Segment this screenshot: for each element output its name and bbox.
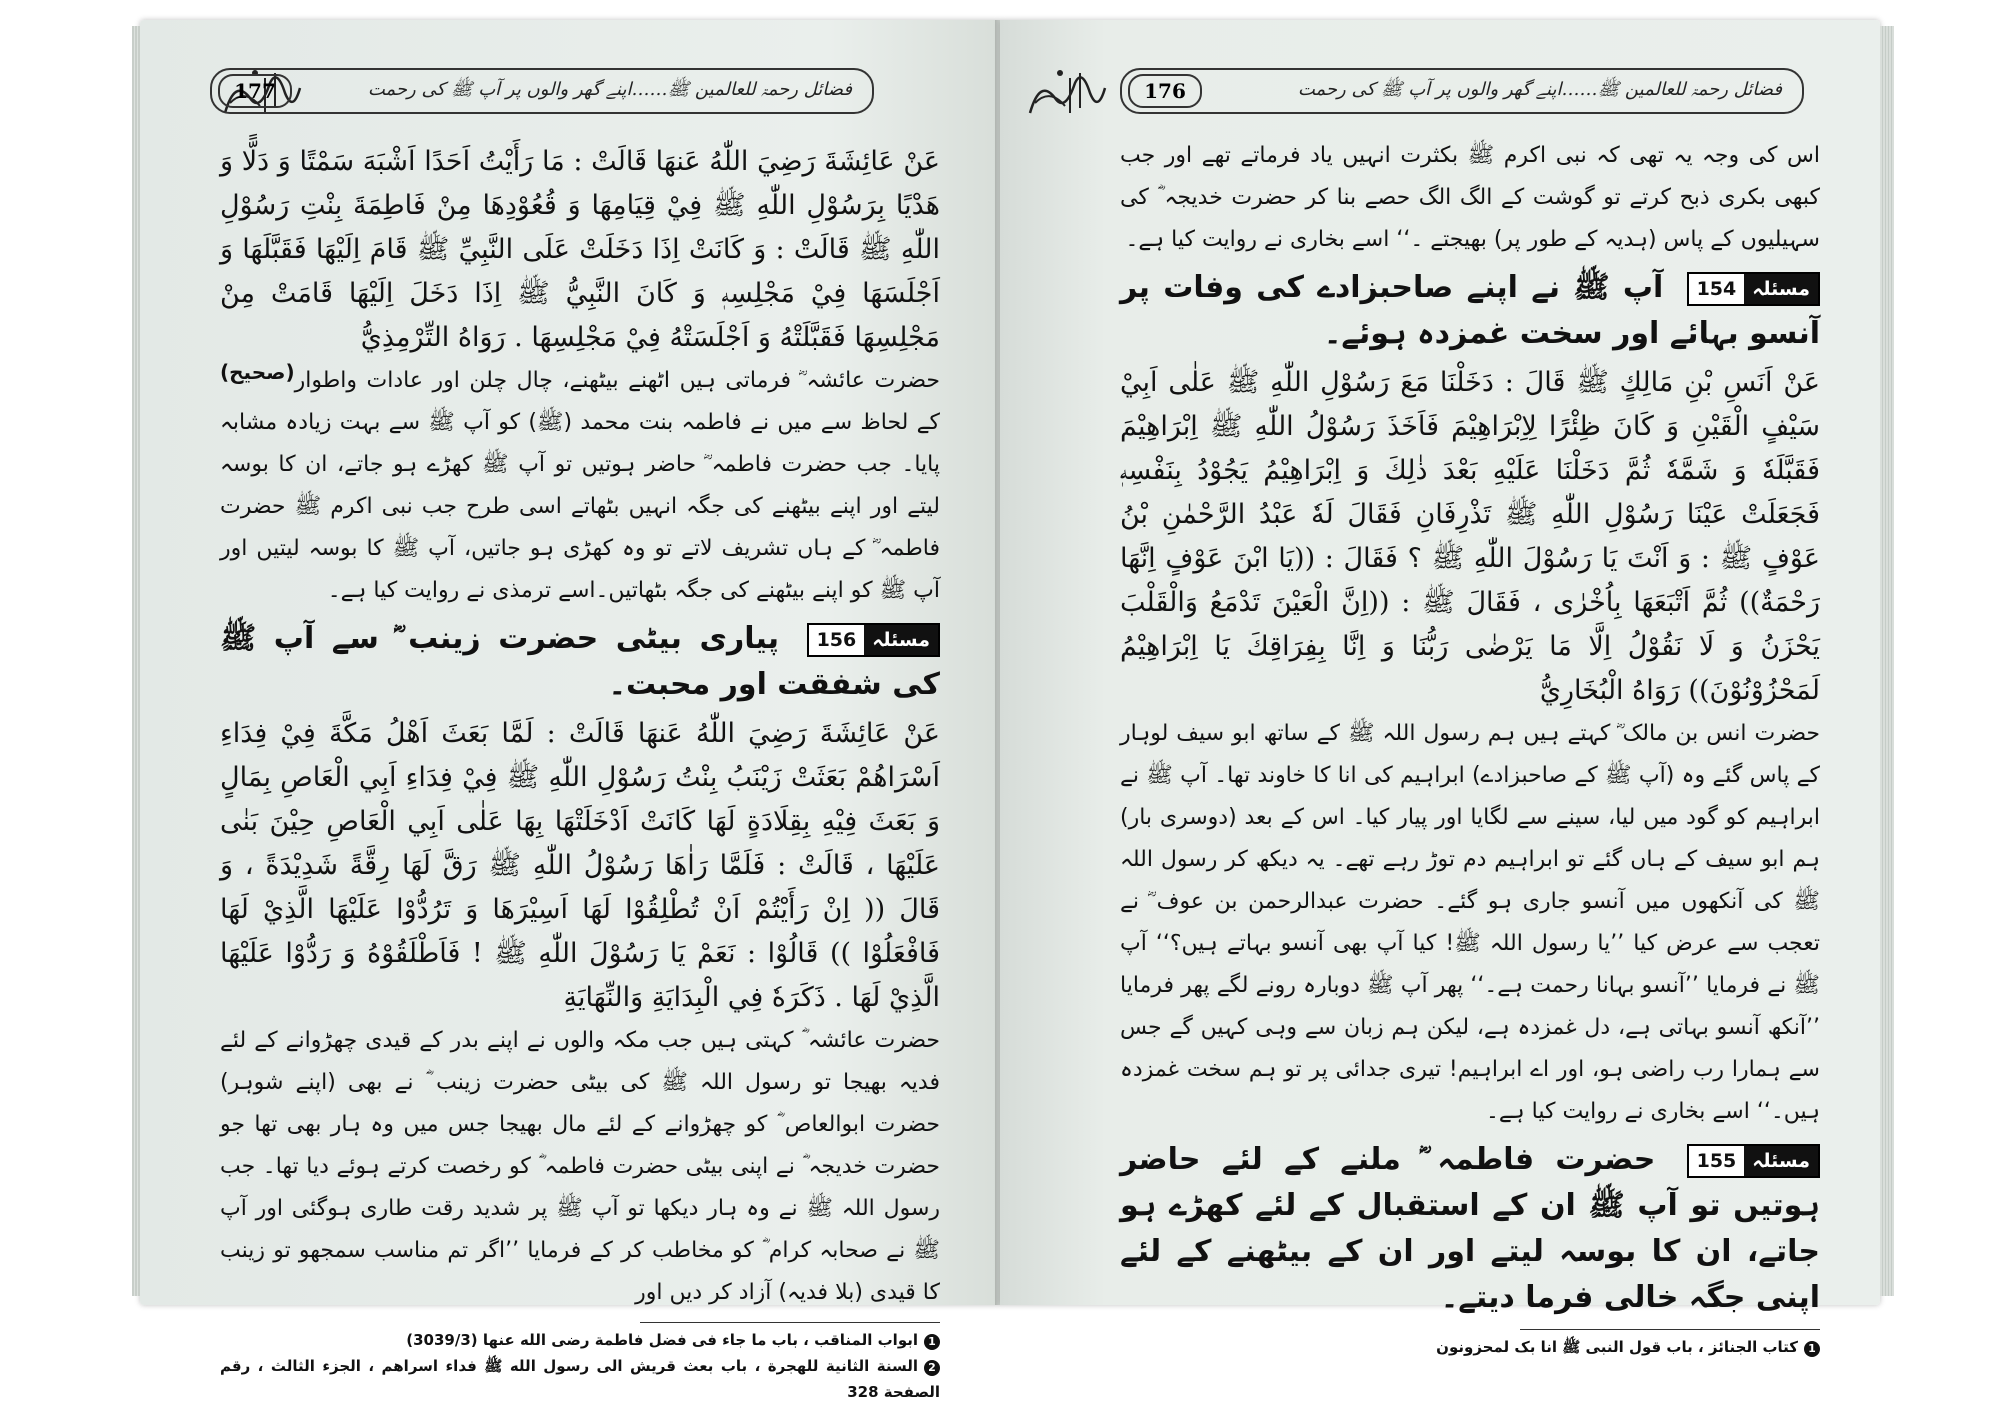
- running-header: [210, 68, 874, 114]
- header-title: فضائل رحمۃ للعالمین ﷺ……اپنے گھر والوں پر آپ ﷺ کی رحمت: [367, 79, 852, 100]
- masala-heading: [220, 616, 940, 708]
- footnote-divider: [640, 1322, 940, 1323]
- hadith-urdu-translation: حضرت عائشہ ؓ فرماتی ہیں اٹھنے بیٹھنے، چال چلن اور عادات واطوار کے لحاظ سے میں نے فاطمہ بنت محمد (ﷺ) کو آپ ﷺ سے بہت زیادہ مشابہ پایا۔ جب حضرت فاطمہ ؓ حاضر ہوتیں تو آپ ﷺ کھڑے ہو جاتے، ان کا بوسہ لیتے اور اپنے بیٹھنے کی جگہ انہیں بٹھاتے اسی طرح جب نبی اکرم ﷺ حضرت فاطمہ ؓ کے ہاں تشریف لاتے تو وہ کھڑی ہو جاتیں، آپ ﷺ کا بوسہ لیتیں اور آپ ﷺ کو اپنے بیٹھنے کی جگہ بٹھاتیں۔اسے ترمذی نے روایت کیا ہے۔: [220, 368, 940, 603]
- intro-urdu-text: اس کی وجہ یہ تھی کہ نبی اکرم ﷺ بکثرت انہیں یاد فرماتے تھے اور جب کبھی بکری ذبح کرتے تو گوشت کے الگ الگ حصے بنا کر حضرت خدیجہ ؓ کی سہیلیوں کے پاس (ہدیہ کے طور پر) بھیجتے ۔‘‘ اسے بخاری نے روایت کیا ہے۔: [1120, 143, 1820, 252]
- footnote: 2السنة الثانية للهجرة ، باب بعث قريش الى رسول الله ﷺ فداء اسراهم ، الجزء الثالث ، رقم الصفحة 328: [220, 1357, 940, 1401]
- hadith-urdu-translation: حضرت انس بن مالک ؓ کہتے ہیں ہم رسول اللہ ﷺ کے ساتھ ابو سیف لوہار کے پاس گئے وہ (آپ ﷺ کے صاحبزادے) ابراہیم کی انا کا خاوند تھا۔ آپ ﷺ نے ابراہیم کو گود میں لیا، سینے سے لگایا اور پیار کیا۔ اس کے بعد (دوسری بار) ہم ابو سیف کے ہاں گئے تو ابراہیم دم توڑ رہے تھے۔ یہ دیکھ کر رسول اللہ ﷺ کی آنکھوں میں آنسو جاری ہو گئے۔ حضرت عبدالرحمن بن عوف ؓ نے تعجب سے عرض کیا ’’یا رسول اللہ ﷺ! کیا آپ بھی آنسو بہاتے ہیں؟‘‘ آپ ﷺ نے فرمایا ’’آنسو بہانا رحمت ہے۔‘‘ پھر آپ ﷺ دوبارہ رونے لگے پھر فرمایا ’’آنکھ آنسو بہاتی ہے، دل غمزدہ ہے، لیکن ہم زبان سے وہی کہیں گے جس سے ہمارا رب راضی ہو، اور اے ابراہیم! تیری جدائی پر تو ہم سخت غمزدہ ہیں۔‘‘ اسے بخاری نے روایت کیا ہے۔: [1120, 721, 1820, 1124]
- hadith-arabic-text: عَنْ عَائِشَةَ رَضِيَ اللّٰهُ عَنهَا قَالَتْ : لَمَّا بَعَثَ اَهْلُ مَكَّةَ فِيْ فِدَاءِ اَسْرَاهُمْ بَعَثَتْ زَيْنَبُ بِنْتُ رَسُوْلِ اللّٰهِ ﷺ فِيْ فِدَاءِ اَبِي الْعَاصِ بِمَالٍ وَ بَعَثَ فِيْهِ بِقِلَادَةٍ لَهَا كَانَتْ اَدْخَلَتْهَا بِهَا عَلٰى اَبِي الْعَاصِ حِيْنَ بَنٰى عَلَيْهَا ، قَالَتْ : فَلَمَّا رَاٰهَا رَسُوْلُ اللّٰهِ ﷺ رَقَّ لَهَا رِقَّةً شَدِيْدَةً ، وَ قَالَ (( اِنْ رَأَيْتُمْ اَنْ تُطْلِقُوْا لَهَا اَسِيْرَهَا وَ تَرُدُّوْا عَلَيْهَا الَّذِيْ لَهَا فَافْعَلُوْا )) قَالُوْا : نَعَمْ يَا رَسُوْلَ اللّٰهِ ﷺ ! فَاَطْلَقُوْهُ وَ رَدُّوْا عَلَيْهَا الَّذِيْ لَهَا . ذَكَرَهٗ فِي الْبِدَايَةِ وَالنِّهَايَةِ: [220, 718, 940, 1013]
- header-title: فضائل رحمۃ للعالمین ﷺ……اپنے گھر والوں پر آپ ﷺ کی رحمت: [1297, 79, 1782, 100]
- left-page: [140, 20, 1000, 1401]
- masala-badge: مسئلہ 154: [1687, 272, 1820, 306]
- open-book: [140, 20, 1880, 1401]
- page-edges-right: [1880, 26, 1894, 1296]
- masala-title: آپ ﷺ نے اپنے صاحبزادے کی وفات پر آنسو بہائے اور سخت غمزدہ ہوئے۔: [1120, 270, 1820, 351]
- masala-title: حضرت فاطمہ ؓ ملنے کے لئے حاضر ہوتیں تو آپ ﷺ ان کے استقبال کے لئے کھڑے ہو جاتے، ان کا بوسہ لیتے اور ان کے بیٹھنے کے لئے اپنی جگہ خالی فرما دیتے۔: [1120, 1142, 1820, 1315]
- footnote: 1کتاب الجنائز ، باب قول النبی ﷺ انا بک لمحزونون: [1120, 1334, 1820, 1360]
- calligraphy-emblem-icon: [1020, 58, 1110, 128]
- page-edges-left: [132, 26, 140, 1296]
- masala-badge: مسئلہ 155: [1687, 1144, 1820, 1178]
- masala-title: پیاری بیٹی حضرت زینب ؓ سے آپ ﷺ کی شفقت اور محبت۔: [220, 621, 940, 702]
- page-number: 176: [1128, 74, 1202, 108]
- hadith-arabic-text: عَنْ عَائِشَةَ رَضِيَ اللّٰهُ عَنهَا قَالَتْ : مَا رَأَيْتُ اَحَدًا اَشْبَهَ سَمْتًا وَ دَلًّا وَ هَدْيًا بِرَسُوْلِ اللّٰهِ ﷺ فِيْ قِيَامِهَا وَ قُعُوْدِهَا مِنْ فَاطِمَةَ بِنْتِ رَسُوْلِ اللّٰهِ ﷺ قَالَتْ : وَ كَانَتْ اِذَا دَخَلَتْ عَلَى النَّبِيِّ ﷺ قَامَ اِلَيْهَا فَقَبَّلَهَا وَ اَجْلَسَهَا فِيْ مَجْلِسِهٖ وَ كَانَ النَّبِيُّ ﷺ اِذَا دَخَلَ اِلَيْهَا قَامَتْ مِنْ مَجْلِسِهَا فَقَبَّلَتْهُ وَ اَجْلَسَتْهُ فِيْ مَجْلِسِهَا . رَوَاهُ التِّرْمِذِيُّ: [220, 146, 940, 353]
- masala-heading: [1120, 1137, 1820, 1321]
- hadith-urdu-translation: حضرت عائشہ ؓ کہتی ہیں جب مکہ والوں نے اپنے بدر کے قیدی چھڑوانے کے لئے فدیہ بھیجا تو رسول اللہ ﷺ کی بیٹی حضرت زینب ؓ نے بھی (اپنے شوہر) حضرت ابوالعاص ؓ کو چھڑوانے کے لئے مال بھیجا جس میں وہ ہار بھی تھا جو حضرت خدیجہ ؓ نے اپنی بیٹی حضرت فاطمہ ؓ کو رخصت کرتے ہوئے دیا تھا۔ جب رسول اللہ ﷺ نے وہ ہار دیکھا تو آپ ﷺ پر شدید رقت طاری ہوگئی اور آپ ﷺ نے صحابہ کرام ؓ کو مخاطب کر کے فرمایا ’’اگر تم مناسب سمجھو تو زینب کا قیدی (بلا فدیہ) آزاد کر دیں اور: [220, 1028, 940, 1305]
- left-page-content: [220, 140, 940, 1405]
- hadith-arabic-text: عَنْ اَنَسِ بْنِ مَالِكٍ ﷺ قَالَ : دَخَلْنَا مَعَ رَسُوْلِ اللّٰهِ ﷺ عَلٰى اَبِيْ سَيْفٍ الْقَيْنِ وَ كَانَ ظِئْرًا لِاِبْرَاهِيْمَ فَاَخَذَ رَسُوْلُ اللّٰهِ ﷺ اِبْرَاهِيْمَ فَقَبَّلَهٗ وَ شَمَّهٗ ثُمَّ دَخَلْنَا عَلَيْهِ بَعْدَ ذٰلِكَ وَ اِبْرَاهِيْمُ يَجُوْدُ بِنَفْسِهٖ فَجَعَلَتْ عَيْنَا رَسُوْلِ اللّٰهِ ﷺ تَذْرِفَانِ فَقَالَ لَهٗ عَبْدُ الرَّحْمٰنِ بْنُ عَوْفٍ ﷺ : وَ اَنْتَ يَا رَسُوْلَ اللّٰهِ ﷺ ؟ فَقَالَ : ((يَا ابْنَ عَوْفٍ اِنَّهَا رَحْمَةٌ)) ثُمَّ اَتْبَعَهَا بِاُخْرٰى ، فَقَالَ ﷺ : ((اِنَّ الْعَيْنَ تَدْمَعُ وَالْقَلْبَ يَحْزَنُ وَ لَا نَقُوْلُ اِلَّا مَا يَرْضٰى رَبُّنَا وَ اِنَّا بِفِرَاقِكَ يَا اِبْرَاهِيْمُ لَمَحْزُوْنُوْنَ)) رَوَاهُ الْبُخَارِيُّ: [1120, 367, 1820, 706]
- right-page-content: [1120, 135, 1820, 1360]
- footnote: 1ابواب المناقب ، باب ما جاء فی فضل فاطمة رضی الله عنها (3039/3): [220, 1327, 940, 1353]
- hadith-grade: (صحیح): [220, 360, 295, 384]
- footnote-divider: [1520, 1329, 1820, 1330]
- masala-heading: [1120, 265, 1820, 357]
- page-number: 177: [218, 74, 292, 108]
- running-header: [1120, 68, 1804, 114]
- masala-badge: مسئلہ 156: [807, 623, 940, 657]
- right-page: [1000, 20, 1880, 1356]
